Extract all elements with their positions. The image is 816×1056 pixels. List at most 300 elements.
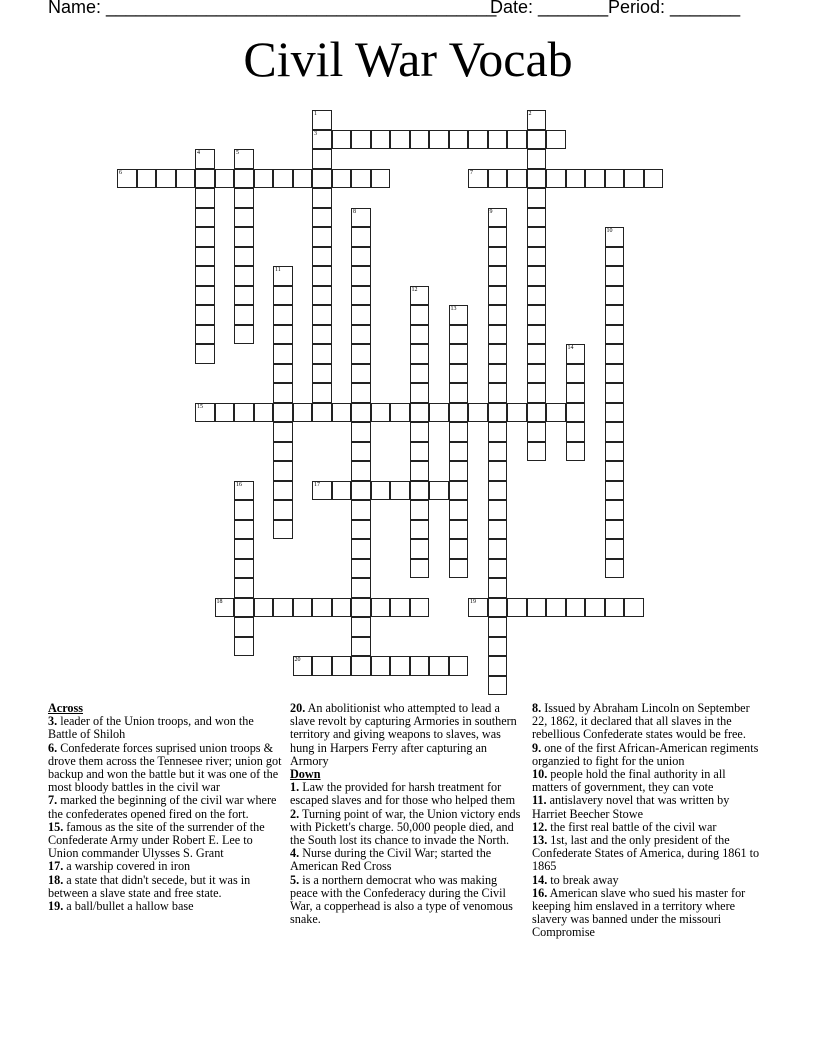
grid-cell[interactable] [488, 520, 508, 540]
grid-cell[interactable] [195, 403, 215, 423]
grid-cell[interactable] [429, 481, 449, 501]
date-field[interactable]: Date: _______ [490, 0, 609, 17]
grid-cell[interactable] [449, 461, 469, 481]
grid-cell[interactable] [410, 481, 430, 501]
clue-number: 9. [532, 740, 542, 755]
grid-cell[interactable] [234, 520, 254, 540]
grid-cell[interactable] [605, 403, 625, 423]
grid-cell[interactable] [410, 305, 430, 325]
grid-cell[interactable] [332, 169, 352, 189]
grid-cell[interactable] [234, 149, 254, 169]
grid-cell[interactable] [527, 325, 547, 345]
grid-cell[interactable] [488, 208, 508, 228]
grid-cell[interactable] [351, 422, 371, 442]
grid-cell[interactable] [410, 364, 430, 384]
grid-cell[interactable] [234, 578, 254, 598]
clue-text: Confederate forces suprised union troops & drove them across the Tennesee river; union got backup and won the battle but it was one of the most bloody battles in the civil war [48, 740, 282, 795]
cell-number: 17 [314, 481, 320, 488]
grid-cell[interactable] [605, 481, 625, 501]
grid-cell[interactable] [312, 227, 332, 247]
grid-cell[interactable] [195, 286, 215, 306]
grid-cell[interactable] [371, 481, 391, 501]
grid-cell[interactable] [468, 598, 488, 618]
grid-cell[interactable] [312, 286, 332, 306]
grid-cell[interactable] [351, 266, 371, 286]
grid-cell[interactable] [585, 598, 605, 618]
grid-cell[interactable] [507, 169, 527, 189]
grid-cell[interactable] [273, 461, 293, 481]
grid-cell[interactable] [351, 656, 371, 676]
grid-cell[interactable] [527, 266, 547, 286]
grid-cell[interactable] [410, 130, 430, 150]
grid-cell[interactable] [488, 130, 508, 150]
grid-cell[interactable] [234, 403, 254, 423]
grid-cell[interactable] [449, 520, 469, 540]
grid-cell[interactable] [195, 247, 215, 267]
grid-cell[interactable] [527, 227, 547, 247]
grid-cell[interactable] [273, 169, 293, 189]
grid-cell[interactable] [410, 520, 430, 540]
grid-cell[interactable] [312, 344, 332, 364]
grid-cell[interactable] [527, 442, 547, 462]
grid-cell[interactable] [351, 598, 371, 618]
grid-cell[interactable] [468, 403, 488, 423]
clue-across-15 [48, 821, 284, 861]
grid-cell[interactable] [410, 539, 430, 559]
grid-cell[interactable] [566, 422, 586, 442]
grid-cell[interactable] [449, 539, 469, 559]
grid-cell[interactable] [273, 520, 293, 540]
grid-cell[interactable] [605, 520, 625, 540]
grid-cell[interactable] [312, 188, 332, 208]
grid-cell[interactable] [449, 481, 469, 501]
grid-cell[interactable] [507, 130, 527, 150]
cell-number: 9 [489, 208, 493, 215]
clue-number: 3. [48, 714, 58, 729]
grid-cell[interactable] [410, 286, 430, 306]
grid-cell[interactable] [410, 598, 430, 618]
grid-cell[interactable] [351, 286, 371, 306]
grid-cell[interactable] [312, 656, 332, 676]
grid-cell[interactable] [390, 403, 410, 423]
grid-cell[interactable] [624, 598, 644, 618]
grid-cell[interactable] [410, 442, 430, 462]
grid-cell[interactable] [449, 422, 469, 442]
grid-cell[interactable] [488, 578, 508, 598]
grid-cell[interactable] [312, 130, 332, 150]
grid-cell[interactable] [390, 481, 410, 501]
grid-cell[interactable] [390, 598, 410, 618]
grid-cell[interactable] [605, 344, 625, 364]
grid-cell[interactable] [488, 383, 508, 403]
clue-down-8 [532, 702, 764, 742]
grid-cell[interactable] [527, 130, 547, 150]
grid-cell[interactable] [371, 169, 391, 189]
grid-cell[interactable] [273, 286, 293, 306]
grid-cell[interactable] [449, 383, 469, 403]
grid-cell[interactable] [449, 364, 469, 384]
grid-cell[interactable] [527, 403, 547, 423]
grid-cell[interactable] [332, 598, 352, 618]
clue-number: 1. [290, 780, 300, 795]
grid-cell[interactable] [527, 422, 547, 442]
grid-cell[interactable] [488, 598, 508, 618]
grid-cell[interactable] [605, 325, 625, 345]
grid-cell[interactable] [215, 598, 235, 618]
grid-cell[interactable] [566, 403, 586, 423]
grid-cell[interactable] [351, 617, 371, 637]
grid-cell[interactable] [507, 598, 527, 618]
grid-cell[interactable] [312, 169, 332, 189]
grid-cell[interactable] [488, 637, 508, 657]
grid-cell[interactable] [449, 130, 469, 150]
grid-cell[interactable] [234, 598, 254, 618]
grid-cell[interactable] [273, 305, 293, 325]
clue-number: 17. [48, 859, 64, 874]
grid-cell[interactable] [234, 227, 254, 247]
grid-cell[interactable] [312, 383, 332, 403]
grid-cell[interactable] [527, 208, 547, 228]
cell-number: 3 [314, 130, 317, 137]
grid-cell[interactable] [371, 403, 391, 423]
grid-cell[interactable] [390, 130, 410, 150]
grid-cell[interactable] [234, 539, 254, 559]
grid-cell[interactable] [351, 305, 371, 325]
grid-cell[interactable] [410, 500, 430, 520]
clue-number: 19. [48, 899, 64, 914]
grid-cell[interactable] [351, 637, 371, 657]
grid-cell[interactable] [585, 169, 605, 189]
grid-cell[interactable] [273, 442, 293, 462]
clue-text: the first real battle of the civil war [550, 819, 717, 834]
grid-cell[interactable] [605, 305, 625, 325]
clue-number: 8. [532, 701, 542, 715]
grid-cell[interactable] [351, 364, 371, 384]
grid-cell[interactable] [527, 188, 547, 208]
clue-text: Nurse during the Civil War; started the American Red Cross [290, 846, 492, 874]
grid-cell[interactable] [449, 559, 469, 579]
grid-cell[interactable] [488, 559, 508, 579]
grid-cell[interactable] [449, 403, 469, 423]
grid-cell[interactable] [351, 383, 371, 403]
grid-cell[interactable] [351, 227, 371, 247]
grid-cell[interactable] [546, 130, 566, 150]
grid-cell[interactable] [351, 208, 371, 228]
student-info-header [48, 0, 768, 19]
grid-cell[interactable] [195, 208, 215, 228]
grid-cell[interactable] [605, 559, 625, 579]
grid-cell[interactable] [312, 208, 332, 228]
grid-cell[interactable] [605, 169, 625, 189]
grid-cell[interactable] [527, 169, 547, 189]
grid-cell[interactable] [273, 325, 293, 345]
grid-cell[interactable] [605, 500, 625, 520]
grid-cell[interactable] [234, 305, 254, 325]
clue-text: antislavery novel that was written by Harriet Beecher Stowe [532, 793, 730, 821]
grid-cell[interactable] [351, 442, 371, 462]
grid-cell[interactable] [312, 364, 332, 384]
grid-cell[interactable] [566, 442, 586, 462]
grid-cell[interactable] [546, 598, 566, 618]
grid-cell[interactable] [273, 422, 293, 442]
clues-column-1 [48, 702, 284, 913]
grid-cell[interactable] [254, 169, 274, 189]
grid-cell[interactable] [410, 422, 430, 442]
grid-cell[interactable] [488, 676, 508, 696]
grid-cell[interactable] [273, 403, 293, 423]
grid-cell[interactable] [195, 325, 215, 345]
grid-cell[interactable] [351, 130, 371, 150]
cell-number: 12 [411, 286, 418, 293]
grid-cell[interactable] [488, 344, 508, 364]
grid-cell[interactable] [488, 364, 508, 384]
grid-cell[interactable] [332, 130, 352, 150]
period-field[interactable]: Period: _______ [608, 0, 741, 17]
grid-cell[interactable] [546, 169, 566, 189]
grid-cell[interactable] [351, 539, 371, 559]
grid-cell[interactable] [605, 364, 625, 384]
grid-cell[interactable] [605, 383, 625, 403]
clue-number: 4. [290, 846, 300, 861]
grid-cell[interactable] [527, 344, 547, 364]
grid-cell[interactable] [566, 598, 586, 618]
clue-across-3 [48, 715, 284, 741]
grid-cell[interactable] [195, 344, 215, 364]
grid-cell[interactable] [215, 403, 235, 423]
grid-cell[interactable] [527, 247, 547, 267]
grid-cell[interactable] [488, 500, 508, 520]
grid-cell[interactable] [312, 325, 332, 345]
grid-cell[interactable] [488, 247, 508, 267]
grid-cell[interactable] [351, 247, 371, 267]
clue-text: marked the beginning of the civil war where the confederates opened fired on the fort. [48, 793, 277, 821]
grid-cell[interactable] [332, 481, 352, 501]
grid-cell[interactable] [234, 617, 254, 637]
grid-cell[interactable] [254, 403, 274, 423]
grid-cell[interactable] [293, 598, 313, 618]
grid-cell[interactable] [273, 598, 293, 618]
grid-cell[interactable] [234, 169, 254, 189]
grid-cell[interactable] [527, 383, 547, 403]
grid-cell[interactable] [351, 520, 371, 540]
grid-cell[interactable] [273, 266, 293, 286]
cell-number: 14 [567, 345, 574, 351]
grid-cell[interactable] [195, 169, 215, 189]
grid-cell[interactable] [312, 305, 332, 325]
grid-cell[interactable] [371, 656, 391, 676]
grid-cell[interactable] [429, 656, 449, 676]
grid-cell[interactable] [429, 403, 449, 423]
grid-cell[interactable] [293, 403, 313, 423]
grid-cell[interactable] [156, 169, 176, 189]
grid-cell[interactable] [215, 169, 235, 189]
grid-cell[interactable] [410, 559, 430, 579]
grid-cell[interactable] [624, 169, 644, 189]
grid-cell[interactable] [332, 656, 352, 676]
grid-cell[interactable] [234, 559, 254, 579]
grid-cell[interactable] [449, 500, 469, 520]
grid-cell[interactable] [566, 344, 586, 364]
clue-number: 10. [532, 767, 548, 782]
grid-cell[interactable] [351, 344, 371, 364]
grid-cell[interactable] [234, 500, 254, 520]
grid-cell[interactable] [488, 325, 508, 345]
clue-text: An abolitionist who attempted to lead a slave revolt by capturing Armories in southern territory and giving weapons to slaves, was hung in Harpers Ferry after capturing an Armory [290, 701, 517, 768]
grid-cell[interactable] [449, 344, 469, 364]
cell-number: 4 [197, 150, 200, 156]
grid-cell[interactable] [332, 403, 352, 423]
clue-text: a ball/bullet a hallow base [66, 899, 194, 914]
grid-cell[interactable] [312, 481, 332, 501]
grid-cell[interactable] [234, 266, 254, 286]
grid-cell[interactable] [449, 656, 469, 676]
grid-cell[interactable] [234, 247, 254, 267]
clue-down-2 [290, 808, 524, 848]
grid-cell[interactable] [312, 266, 332, 286]
grid-cell[interactable] [605, 422, 625, 442]
grid-cell[interactable] [410, 383, 430, 403]
grid-cell[interactable] [488, 169, 508, 189]
cell-number: 16 [236, 481, 242, 488]
clue-text: a state that didn't secede, but it was in between a slave state and free state. [48, 872, 251, 900]
grid-cell[interactable] [410, 325, 430, 345]
grid-cell[interactable] [488, 305, 508, 325]
grid-cell[interactable] [234, 637, 254, 657]
grid-cell[interactable] [371, 130, 391, 150]
clue-number: 13. [532, 833, 548, 848]
grid-cell[interactable] [605, 266, 625, 286]
grid-cell[interactable] [351, 578, 371, 598]
grid-cell[interactable] [605, 247, 625, 267]
grid-cell[interactable] [527, 598, 547, 618]
grid-cell[interactable] [195, 266, 215, 286]
grid-cell[interactable] [371, 598, 391, 618]
clue-down-4 [290, 847, 524, 873]
grid-cell[interactable] [488, 481, 508, 501]
grid-cell[interactable] [195, 227, 215, 247]
grid-cell[interactable] [410, 403, 430, 423]
grid-cell[interactable] [351, 559, 371, 579]
grid-cell[interactable] [605, 227, 625, 247]
grid-cell[interactable] [312, 247, 332, 267]
grid-cell[interactable] [605, 461, 625, 481]
grid-cell[interactable] [351, 500, 371, 520]
grid-cell[interactable] [390, 656, 410, 676]
grid-cell[interactable] [605, 598, 625, 618]
clue-number: 6. [48, 740, 58, 755]
grid-cell[interactable] [312, 403, 332, 423]
grid-cell[interactable] [410, 461, 430, 481]
grid-cell[interactable] [273, 364, 293, 384]
grid-cell[interactable] [117, 169, 137, 189]
grid-cell[interactable] [488, 286, 508, 306]
grid-cell[interactable] [234, 325, 254, 345]
grid-cell[interactable] [488, 539, 508, 559]
clue-down-9 [532, 742, 764, 768]
grid-cell[interactable] [605, 442, 625, 462]
grid-cell[interactable] [410, 344, 430, 364]
grid-cell[interactable] [273, 383, 293, 403]
grid-cell[interactable] [176, 169, 196, 189]
grid-cell[interactable] [351, 403, 371, 423]
grid-cell[interactable] [527, 110, 547, 130]
grid-cell[interactable] [644, 169, 664, 189]
grid-cell[interactable] [566, 383, 586, 403]
grid-cell[interactable] [527, 364, 547, 384]
grid-cell[interactable] [273, 344, 293, 364]
grid-cell[interactable] [488, 656, 508, 676]
grid-cell[interactable] [234, 286, 254, 306]
grid-cell[interactable] [351, 169, 371, 189]
grid-cell[interactable] [351, 325, 371, 345]
grid-cell[interactable] [254, 598, 274, 618]
grid-cell[interactable] [234, 481, 254, 501]
grid-cell[interactable] [410, 656, 430, 676]
grid-cell[interactable] [195, 305, 215, 325]
name-field[interactable]: Name: _______________________________________ [48, 0, 497, 17]
grid-cell[interactable] [605, 286, 625, 306]
clue-text: to break away [550, 872, 619, 887]
grid-cell[interactable] [527, 149, 547, 169]
grid-cell[interactable] [351, 481, 371, 501]
grid-cell[interactable] [137, 169, 157, 189]
cell-number: 2 [528, 111, 532, 117]
cell-number: 6 [119, 169, 122, 176]
grid-cell[interactable] [449, 305, 469, 325]
grid-cell[interactable] [507, 403, 527, 423]
grid-cell[interactable] [488, 461, 508, 481]
grid-cell[interactable] [449, 442, 469, 462]
clue-text: is a northern democrat who was making peace with the Confederacy during the Civil War, a copperhead is also a type of venomous snake. [290, 872, 513, 927]
grid-cell[interactable] [195, 188, 215, 208]
grid-cell[interactable] [527, 286, 547, 306]
grid-cell[interactable] [488, 442, 508, 462]
grid-cell[interactable] [293, 656, 313, 676]
grid-cell[interactable] [488, 266, 508, 286]
grid-cell[interactable] [312, 598, 332, 618]
grid-cell[interactable] [273, 481, 293, 501]
grid-cell[interactable] [468, 130, 488, 150]
grid-cell[interactable] [527, 305, 547, 325]
grid-cell[interactable] [546, 403, 566, 423]
grid-cell[interactable] [293, 169, 313, 189]
cell-number: 19 [470, 598, 476, 605]
grid-cell[interactable] [195, 149, 215, 169]
grid-cell[interactable] [488, 422, 508, 442]
grid-cell[interactable] [429, 130, 449, 150]
grid-cell[interactable] [488, 403, 508, 423]
cell-number: 20 [294, 657, 301, 663]
clue-down-5 [290, 874, 524, 927]
grid-cell[interactable] [273, 500, 293, 520]
cell-number: 5 [236, 150, 239, 156]
clue-number: 16. [532, 885, 548, 900]
grid-cell[interactable] [488, 617, 508, 637]
grid-cell[interactable] [351, 461, 371, 481]
grid-cell[interactable] [605, 539, 625, 559]
cell-number: 15 [197, 403, 203, 410]
grid-cell[interactable] [312, 149, 332, 169]
grid-cell[interactable] [468, 169, 488, 189]
grid-cell[interactable] [234, 208, 254, 228]
grid-cell[interactable] [234, 188, 254, 208]
grid-cell[interactable] [566, 364, 586, 384]
clue-across-7 [48, 794, 284, 820]
grid-cell[interactable] [488, 227, 508, 247]
grid-cell[interactable] [312, 110, 332, 130]
grid-cell[interactable] [566, 169, 586, 189]
grid-cell[interactable] [449, 325, 469, 345]
